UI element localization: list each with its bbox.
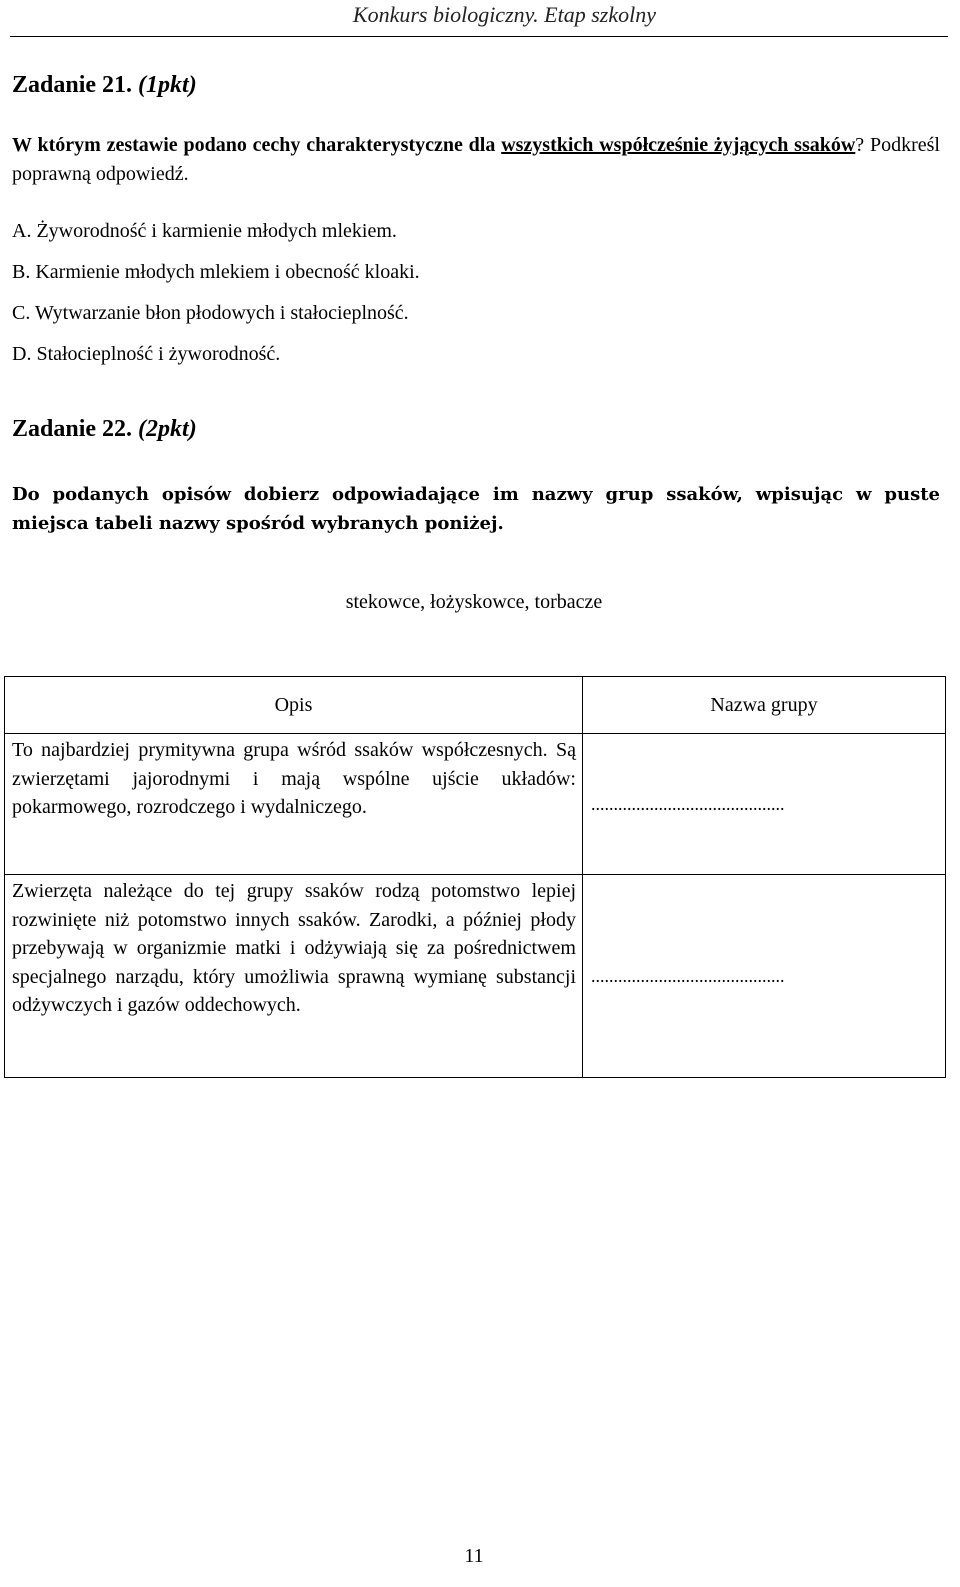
word-bank: stekowce, łożyskowce, torbacze	[345, 591, 603, 613]
task-21-question	[12, 131, 940, 189]
description-cell: To najbardziej prymitywna grupa wśród ssaków współczesnych. Są zwierzętami jajorodnymi i mają wspólne ujście układów: pokarmowego, rozrodczego i wydalniczego.	[5, 734, 583, 875]
answer-blank[interactable]: ...........................................	[583, 875, 946, 1078]
question-underlined-text: wszystkich współcześnie żyjących ssaków	[501, 134, 856, 156]
answer-blank[interactable]: ...........................................	[583, 734, 946, 875]
column-header-group-name: Nazwa grupy	[583, 677, 946, 734]
table-row	[5, 734, 946, 875]
question-text-2: ? Podkreśl poprawną odpowiedź.	[12, 134, 940, 185]
task-22-instruction: Do podanych opisów dobierz odpowiadające im nazwy grup ssaków, wpisując w puste miejsca tabeli nazwy spośród wybranych poniżej.	[12, 484, 940, 534]
page-number: 11	[464, 1545, 484, 1567]
header-divider	[10, 36, 948, 37]
column-header-description: Opis	[5, 677, 583, 734]
question-text-1: W którym zestawie podano cechy charakterystyczne dla	[12, 134, 502, 156]
task-21-options	[12, 216, 420, 380]
task-22-title	[12, 416, 197, 443]
option-a[interactable]: A. Żyworodność i karmienie młodych mlekiem.	[12, 220, 397, 242]
option-d[interactable]: D. Stałocieplność i żyworodność.	[12, 343, 281, 365]
task-21-label: Zadanie 21.	[12, 72, 133, 98]
option-c[interactable]: C. Wytwarzanie błon płodowych i stałocieplność.	[12, 302, 409, 324]
option-b[interactable]: B. Karmienie młodych mlekiem i obecność kloaki.	[12, 261, 420, 283]
answer-table	[4, 676, 946, 1078]
task-21-title	[12, 72, 197, 99]
table-row	[5, 875, 946, 1078]
task-22-label: Zadanie 22.	[12, 416, 133, 442]
task-21-points: (1pkt)	[138, 72, 197, 98]
description-cell: Zwierzęta należące do tej grupy ssaków rodzą potomstwo lepiej rozwinięte niż potomstwo innych ssaków. Zarodki, a później płody przebywają w organizmie matki i odżywiają się za pośrednictwem specjalnego narządu, który umożliwia sprawną wymianę substancji odżywczych i gazów oddechowych.	[5, 875, 583, 1078]
page-header: Konkurs biologiczny. Etap szkolny	[352, 2, 656, 27]
task-22-points: (2pkt)	[138, 416, 197, 442]
